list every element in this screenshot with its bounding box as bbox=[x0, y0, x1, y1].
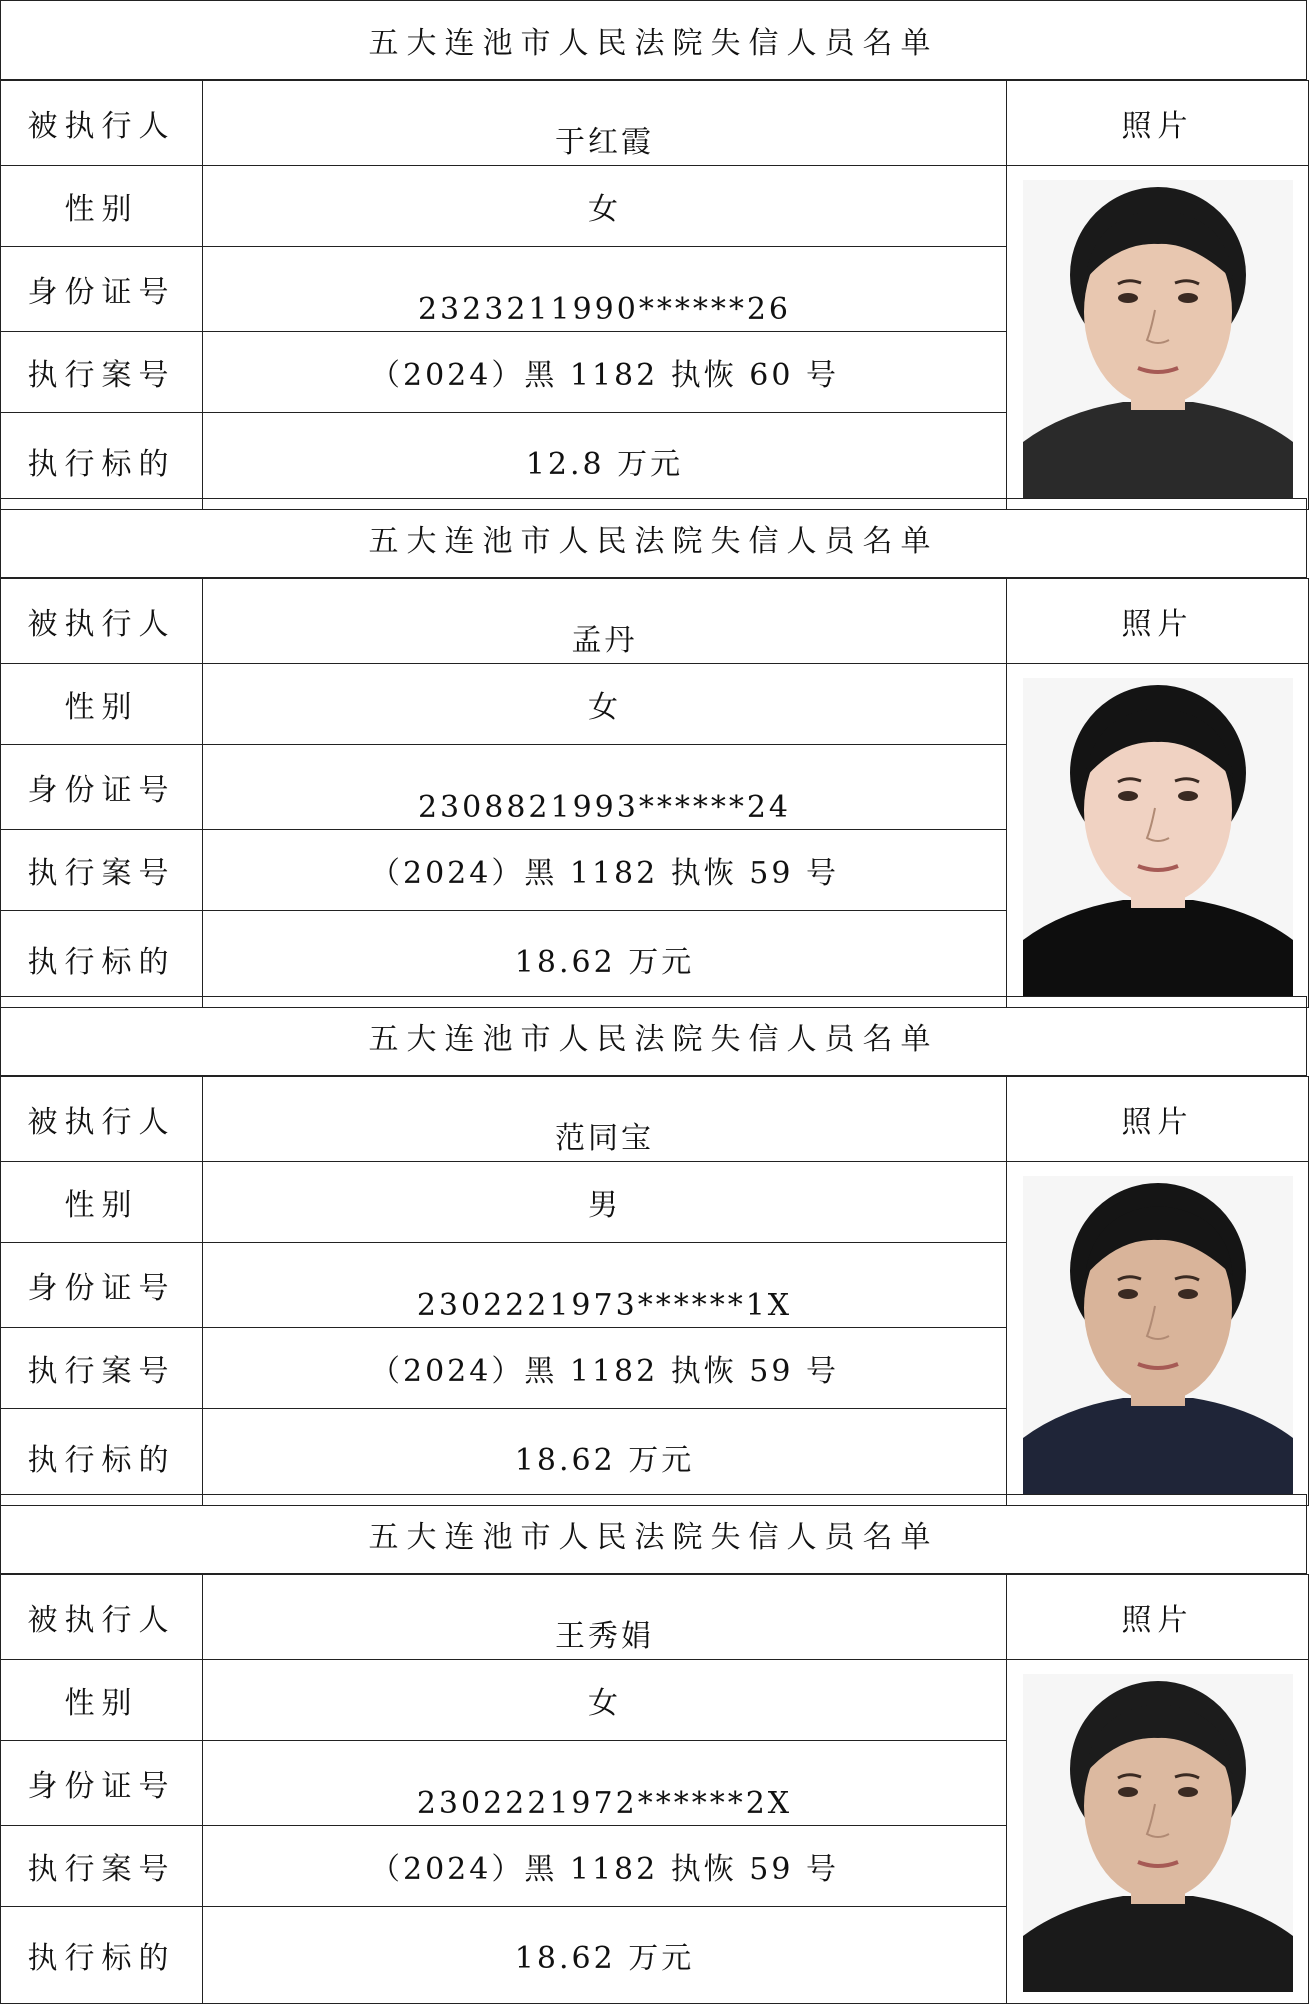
photo-label: 照片 bbox=[1007, 579, 1309, 664]
record-table bbox=[0, 578, 1309, 1008]
person-photo-female-icon bbox=[1023, 180, 1293, 498]
person-record-3 bbox=[0, 996, 1309, 1494]
photo-label: 照片 bbox=[1007, 1077, 1309, 1162]
case-label: 执行案号 bbox=[1, 1826, 203, 1907]
name-value: 王秀娟 bbox=[203, 1575, 1007, 1660]
record-table bbox=[0, 1574, 1309, 2004]
amount-label: 执行标的 bbox=[1, 1907, 203, 2004]
amount-label: 执行标的 bbox=[1, 413, 203, 510]
person-photo bbox=[1023, 180, 1293, 498]
case-label: 执行案号 bbox=[1, 332, 203, 413]
list-title: 五大连池市人民法院失信人员名单 bbox=[0, 0, 1307, 80]
list-title: 五大连池市人民法院失信人员名单 bbox=[0, 1494, 1307, 1574]
person-record-1 bbox=[0, 0, 1309, 498]
amount-value: 12.8 万元 bbox=[203, 413, 1007, 510]
case-value: （2024）黑 1182 执恢 59 号 bbox=[203, 1826, 1007, 1907]
name-value: 孟丹 bbox=[203, 579, 1007, 664]
id-label: 身份证号 bbox=[1, 1243, 203, 1328]
case-label: 执行案号 bbox=[1, 1328, 203, 1409]
id-value: 2323211990******26 bbox=[203, 247, 1007, 332]
person-photo-male-icon bbox=[1023, 1176, 1293, 1494]
id-label: 身份证号 bbox=[1, 745, 203, 830]
list-title: 五大连池市人民法院失信人员名单 bbox=[0, 996, 1307, 1076]
name-label: 被执行人 bbox=[1, 81, 203, 166]
person-photo bbox=[1023, 678, 1293, 996]
amount-value: 18.62 万元 bbox=[203, 1409, 1007, 1506]
photo-label: 照片 bbox=[1007, 1575, 1309, 1660]
gender-value: 男 bbox=[203, 1162, 1007, 1243]
id-value: 2302221973******1X bbox=[203, 1243, 1007, 1328]
photo-cell bbox=[1007, 1162, 1309, 1506]
amount-value: 18.62 万元 bbox=[203, 1907, 1007, 2004]
gender-value: 女 bbox=[203, 166, 1007, 247]
photo-label: 照片 bbox=[1007, 81, 1309, 166]
gender-label: 性别 bbox=[1, 1660, 203, 1741]
gender-value: 女 bbox=[203, 664, 1007, 745]
photo-cell bbox=[1007, 1660, 1309, 2004]
person-photo-female-icon bbox=[1023, 1674, 1293, 1992]
person-photo bbox=[1023, 1674, 1293, 1992]
id-value: 2302221972******2X bbox=[203, 1741, 1007, 1826]
name-value: 范同宝 bbox=[203, 1077, 1007, 1162]
person-record-4 bbox=[0, 1494, 1309, 1992]
photo-cell bbox=[1007, 166, 1309, 510]
amount-label: 执行标的 bbox=[1, 1409, 203, 1506]
case-value: （2024）黑 1182 执恢 59 号 bbox=[203, 830, 1007, 911]
gender-label: 性别 bbox=[1, 1162, 203, 1243]
gender-label: 性别 bbox=[1, 664, 203, 745]
record-table bbox=[0, 80, 1309, 510]
amount-value: 18.62 万元 bbox=[203, 911, 1007, 1008]
case-value: （2024）黑 1182 执恢 59 号 bbox=[203, 1328, 1007, 1409]
person-record-2 bbox=[0, 498, 1309, 996]
photo-cell bbox=[1007, 664, 1309, 1008]
id-label: 身份证号 bbox=[1, 247, 203, 332]
name-label: 被执行人 bbox=[1, 579, 203, 664]
record-table bbox=[0, 1076, 1309, 1506]
name-value: 于红霞 bbox=[203, 81, 1007, 166]
gender-label: 性别 bbox=[1, 166, 203, 247]
amount-label: 执行标的 bbox=[1, 911, 203, 1008]
id-value: 2308821993******24 bbox=[203, 745, 1007, 830]
person-photo-female-icon bbox=[1023, 678, 1293, 996]
list-title: 五大连池市人民法院失信人员名单 bbox=[0, 498, 1307, 578]
person-photo bbox=[1023, 1176, 1293, 1494]
case-value: （2024）黑 1182 执恢 60 号 bbox=[203, 332, 1007, 413]
id-label: 身份证号 bbox=[1, 1741, 203, 1826]
gender-value: 女 bbox=[203, 1660, 1007, 1741]
name-label: 被执行人 bbox=[1, 1575, 203, 1660]
name-label: 被执行人 bbox=[1, 1077, 203, 1162]
case-label: 执行案号 bbox=[1, 830, 203, 911]
